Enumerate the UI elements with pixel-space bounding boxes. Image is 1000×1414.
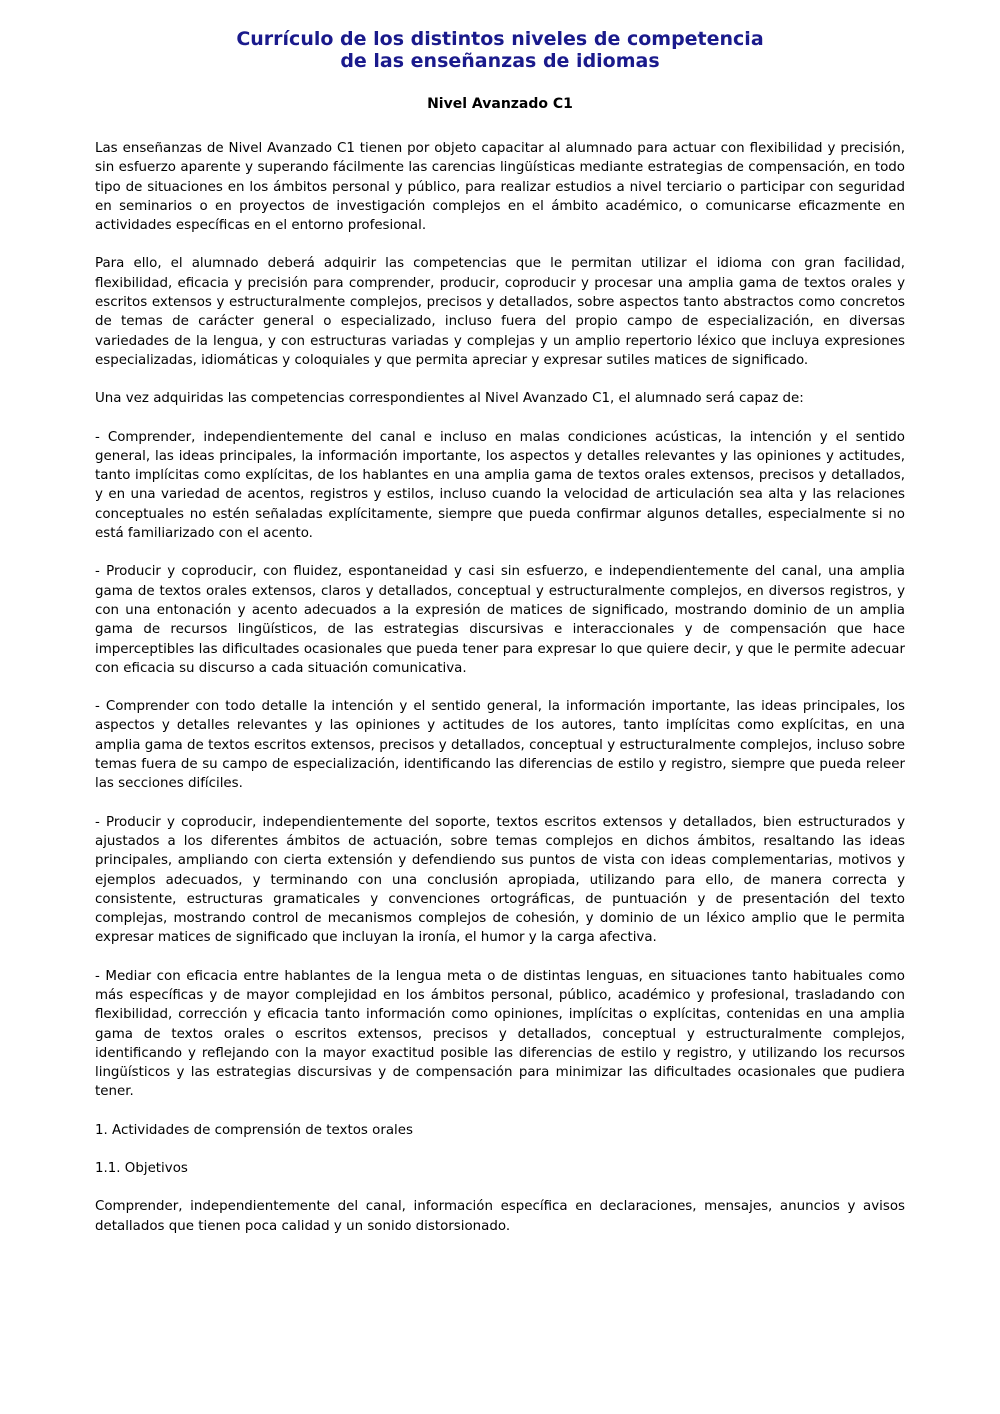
document-body [95, 139, 905, 1236]
page-title [95, 28, 905, 72]
level-subtitle: Nivel Avanzado C1 [427, 96, 573, 112]
paragraph-objetivo-1: Comprender, independientemente del canal, información específica en declaraciones, mensajes, anuncios y avisos detallados que tienen poca calidad y un sonido distorsionado. [95, 1199, 905, 1234]
page-title-line-2: de las enseñanzas de idiomas [340, 50, 660, 72]
paragraph-comprender-oral: - Comprender, independientemente del canal e incluso en malas condiciones acústicas, la intención y el sentido general, las ideas principales, la información importante, los aspectos y detalles relevantes y las opiniones y actitudes, tanto implícitas como explícitas, de los hablantes en una amplia gama de textos orales extensos, precisos y detallados, y en una variedad de acentos, registros y estilos, incluso cuando la velocidad de articulación sea alta y las relaciones conceptuales no estén señaladas explícitamente, siempre que pueda confirmar algunos detalles, especialmente si no está familiarizado con el acento. [95, 429, 905, 542]
paragraph-intro: Las enseñanzas de Nivel Avanzado C1 tienen por objeto capacitar al alumnado para actuar con flexibilidad y precisión, sin esfuerzo aparente y superando fácilmente las carencias lingüísticas mediante estrategias de compensación, en todo tipo de situaciones en los ámbitos personal y público, para realizar estudios a nivel terciario o participar con seguridad en seminarios o en proyectos de investigación complejos en el ámbito académico, o comunicarse eficazmente en actividades específicas en el entorno profesional. [95, 141, 905, 234]
page-title-line-1: Currículo de los distintos niveles de competencia [236, 28, 764, 50]
paragraph-producir-oral: - Producir y coproducir, con fluidez, espontaneidad y casi sin esfuerzo, e independientemente del canal, una amplia gama de textos orales extensos, claros y detallados, conceptual y estructuralmente complejos, en diversos registros, y con una entonación y acento adecuados a la expresión de matices de significado, mostrando dominio de un amplia gama de recursos lingüísticos, de las estrategias discursivas e interaccionales y de compensación que hace imperceptibles las dificultades ocasionales que pueda tener para expresar lo que quiere decir, y que le permite adecuar con eficacia su discurso a cada situación comunicativa. [95, 564, 905, 676]
paragraph-mediar: - Mediar con eficacia entre hablantes de la lengua meta o de distintas lenguas, en situaciones tanto habituales como más específicas y de mayor complejidad en los ámbitos personal, público, académico y profesional, trasladando con flexibilidad, corrección y eficacia tanto información como opiniones, implícitas o explícitas, contenidas en una amplia gama de textos orales o escritos extensos, precisos y detallados, conceptual y estructuralmente complejos, identificando y reflejando con la mayor exactitud posible las diferencias de estilo y registro, y utilizando los recursos lingüísticos y las estrategias discursivas y de compensación para minimizar las dificultades ocasionales que pudiera tener. [95, 968, 905, 1100]
paragraph-comprender-escrito: - Comprender con todo detalle la intención y el sentido general, la información importante, las ideas principales, los aspectos y detalles relevantes y las opiniones y actitudes de los autores, tanto implícitas como explícitas, en una amplia gama de textos escritos extensos, precisos y detallados, conceptual y estructuralmente complejos, incluso sobre temas fuera de su campo de especialización, identificando las diferencias de estilo y registro, siempre que pueda releer las secciones difíciles. [95, 699, 905, 792]
paragraph-capaz-de: Una vez adquiridas las competencias correspondientes al Nivel Avanzado C1, el alumnado será capaz de: [95, 391, 804, 407]
paragraph-competencias: Para ello, el alumnado deberá adquirir las competencias que le permitan utilizar el idioma con gran facilidad, flexibilidad, eficacia y precisión para comprender, producir, coproducir y procesar una amplia gama de textos orales y escritos extensos y estructuralmente complejos, precisos y detallados, sobre aspectos tanto abstractos como concretos de temas de carácter general o especializado, incluso fuera del propio campo de especialización, en diversas variedades de la lengua, y con estructuras variadas y complejas y un amplio repertorio léxico que incluya expresiones especializadas, idiomáticas y coloquiales y que permita apreciar y expresar sutiles matices de significado. [95, 256, 905, 368]
paragraph-producir-escrito: - Producir y coproducir, independientemente del soporte, textos escritos extensos y detallados, bien estructurados y ajustados a los diferentes ámbitos de actuación, sobre temas complejos en dichos ámbitos, resaltando las ideas principales, ampliando con cierta extensión y defendiendo sus puntos de vista con ideas complementarias, motivos y ejemplos adecuados, y terminando con una conclusión apropiada, utilizando para ello, de manera correcta y consistente, estructuras gramaticales y convenciones ortográficas, de puntuación y de presentación del texto complejas, mostrando control de mecanismos complejos de cohesión, y dominio de un léxico amplio que le permita expresar matices de significado que incluyan la ironía, el humor y la carga afectiva. [95, 814, 905, 946]
section-heading-actividades: 1. Actividades de comprensión de textos orales [95, 1122, 413, 1138]
section-heading-objetivos: 1.1. Objetivos [95, 1161, 188, 1177]
